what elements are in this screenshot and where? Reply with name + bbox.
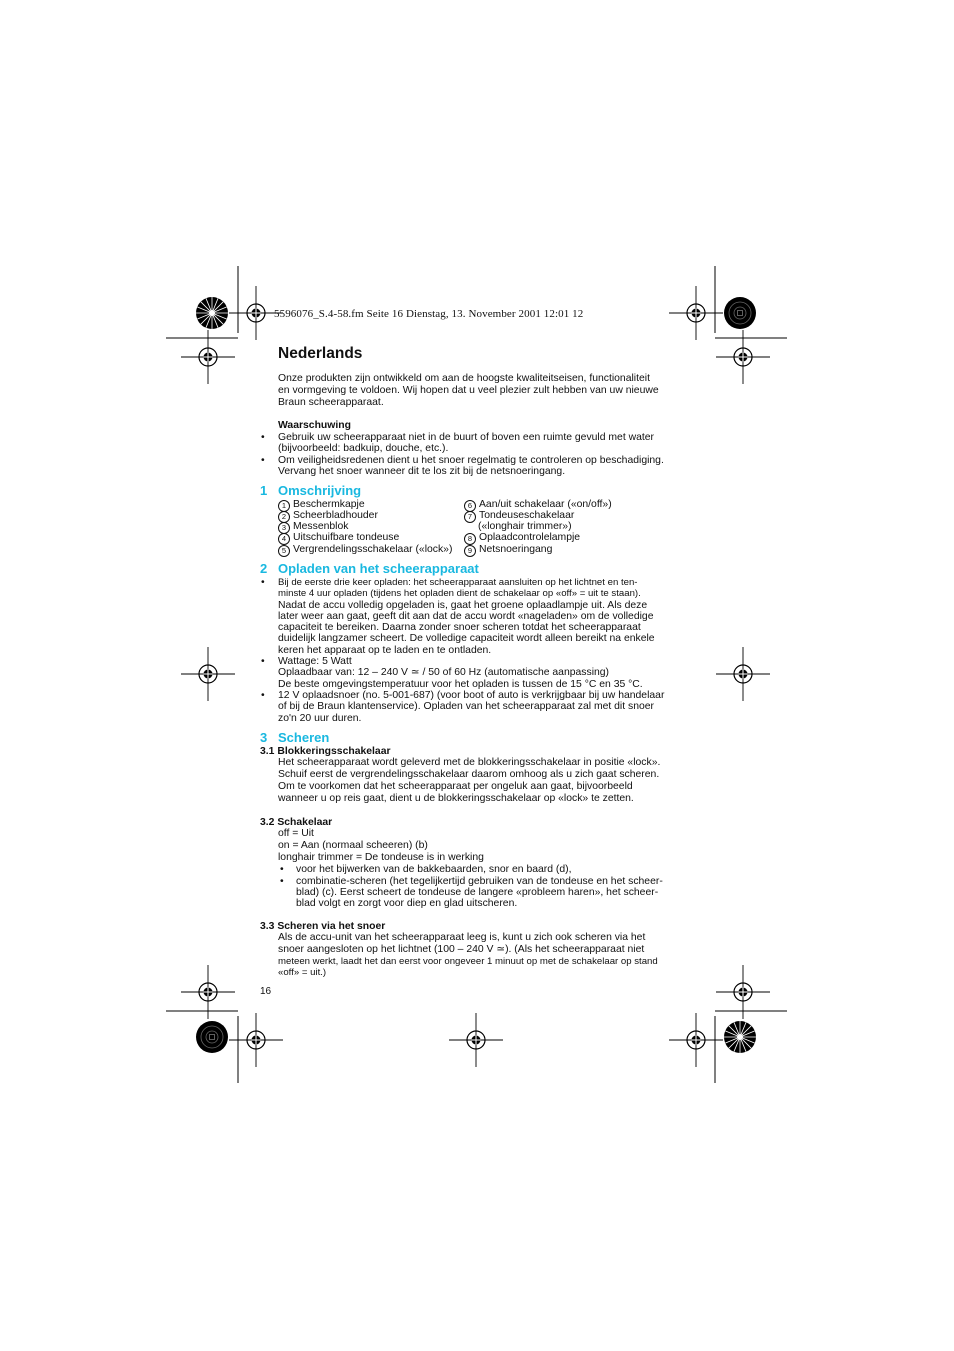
section-3-number: 3 xyxy=(260,730,268,745)
file-header: 5596076_S.4-58.fm Seite 16 Dienstag, 13. November 2001 12:01 12 xyxy=(274,308,584,320)
section-2-number: 2 xyxy=(260,561,268,576)
section-1-number: 1 xyxy=(260,483,268,498)
section-1-title: Omschrijving xyxy=(278,483,362,498)
section-2-title: Opladen van het scheerapparaat xyxy=(278,561,479,576)
page-title: Nederlands xyxy=(278,345,363,362)
section-3-title: Scheren xyxy=(278,730,330,745)
page-number: 16 xyxy=(260,986,272,997)
subsection-3-3-title: 3.3 Scheren via het snoer xyxy=(260,921,386,932)
subsection-3-1-title: 3.1 Blokkeringsschakelaar xyxy=(260,746,391,757)
subsection-3-2-title: 3.2 Schakelaar xyxy=(260,817,333,828)
warning-heading: Waarschuwing xyxy=(278,420,351,431)
